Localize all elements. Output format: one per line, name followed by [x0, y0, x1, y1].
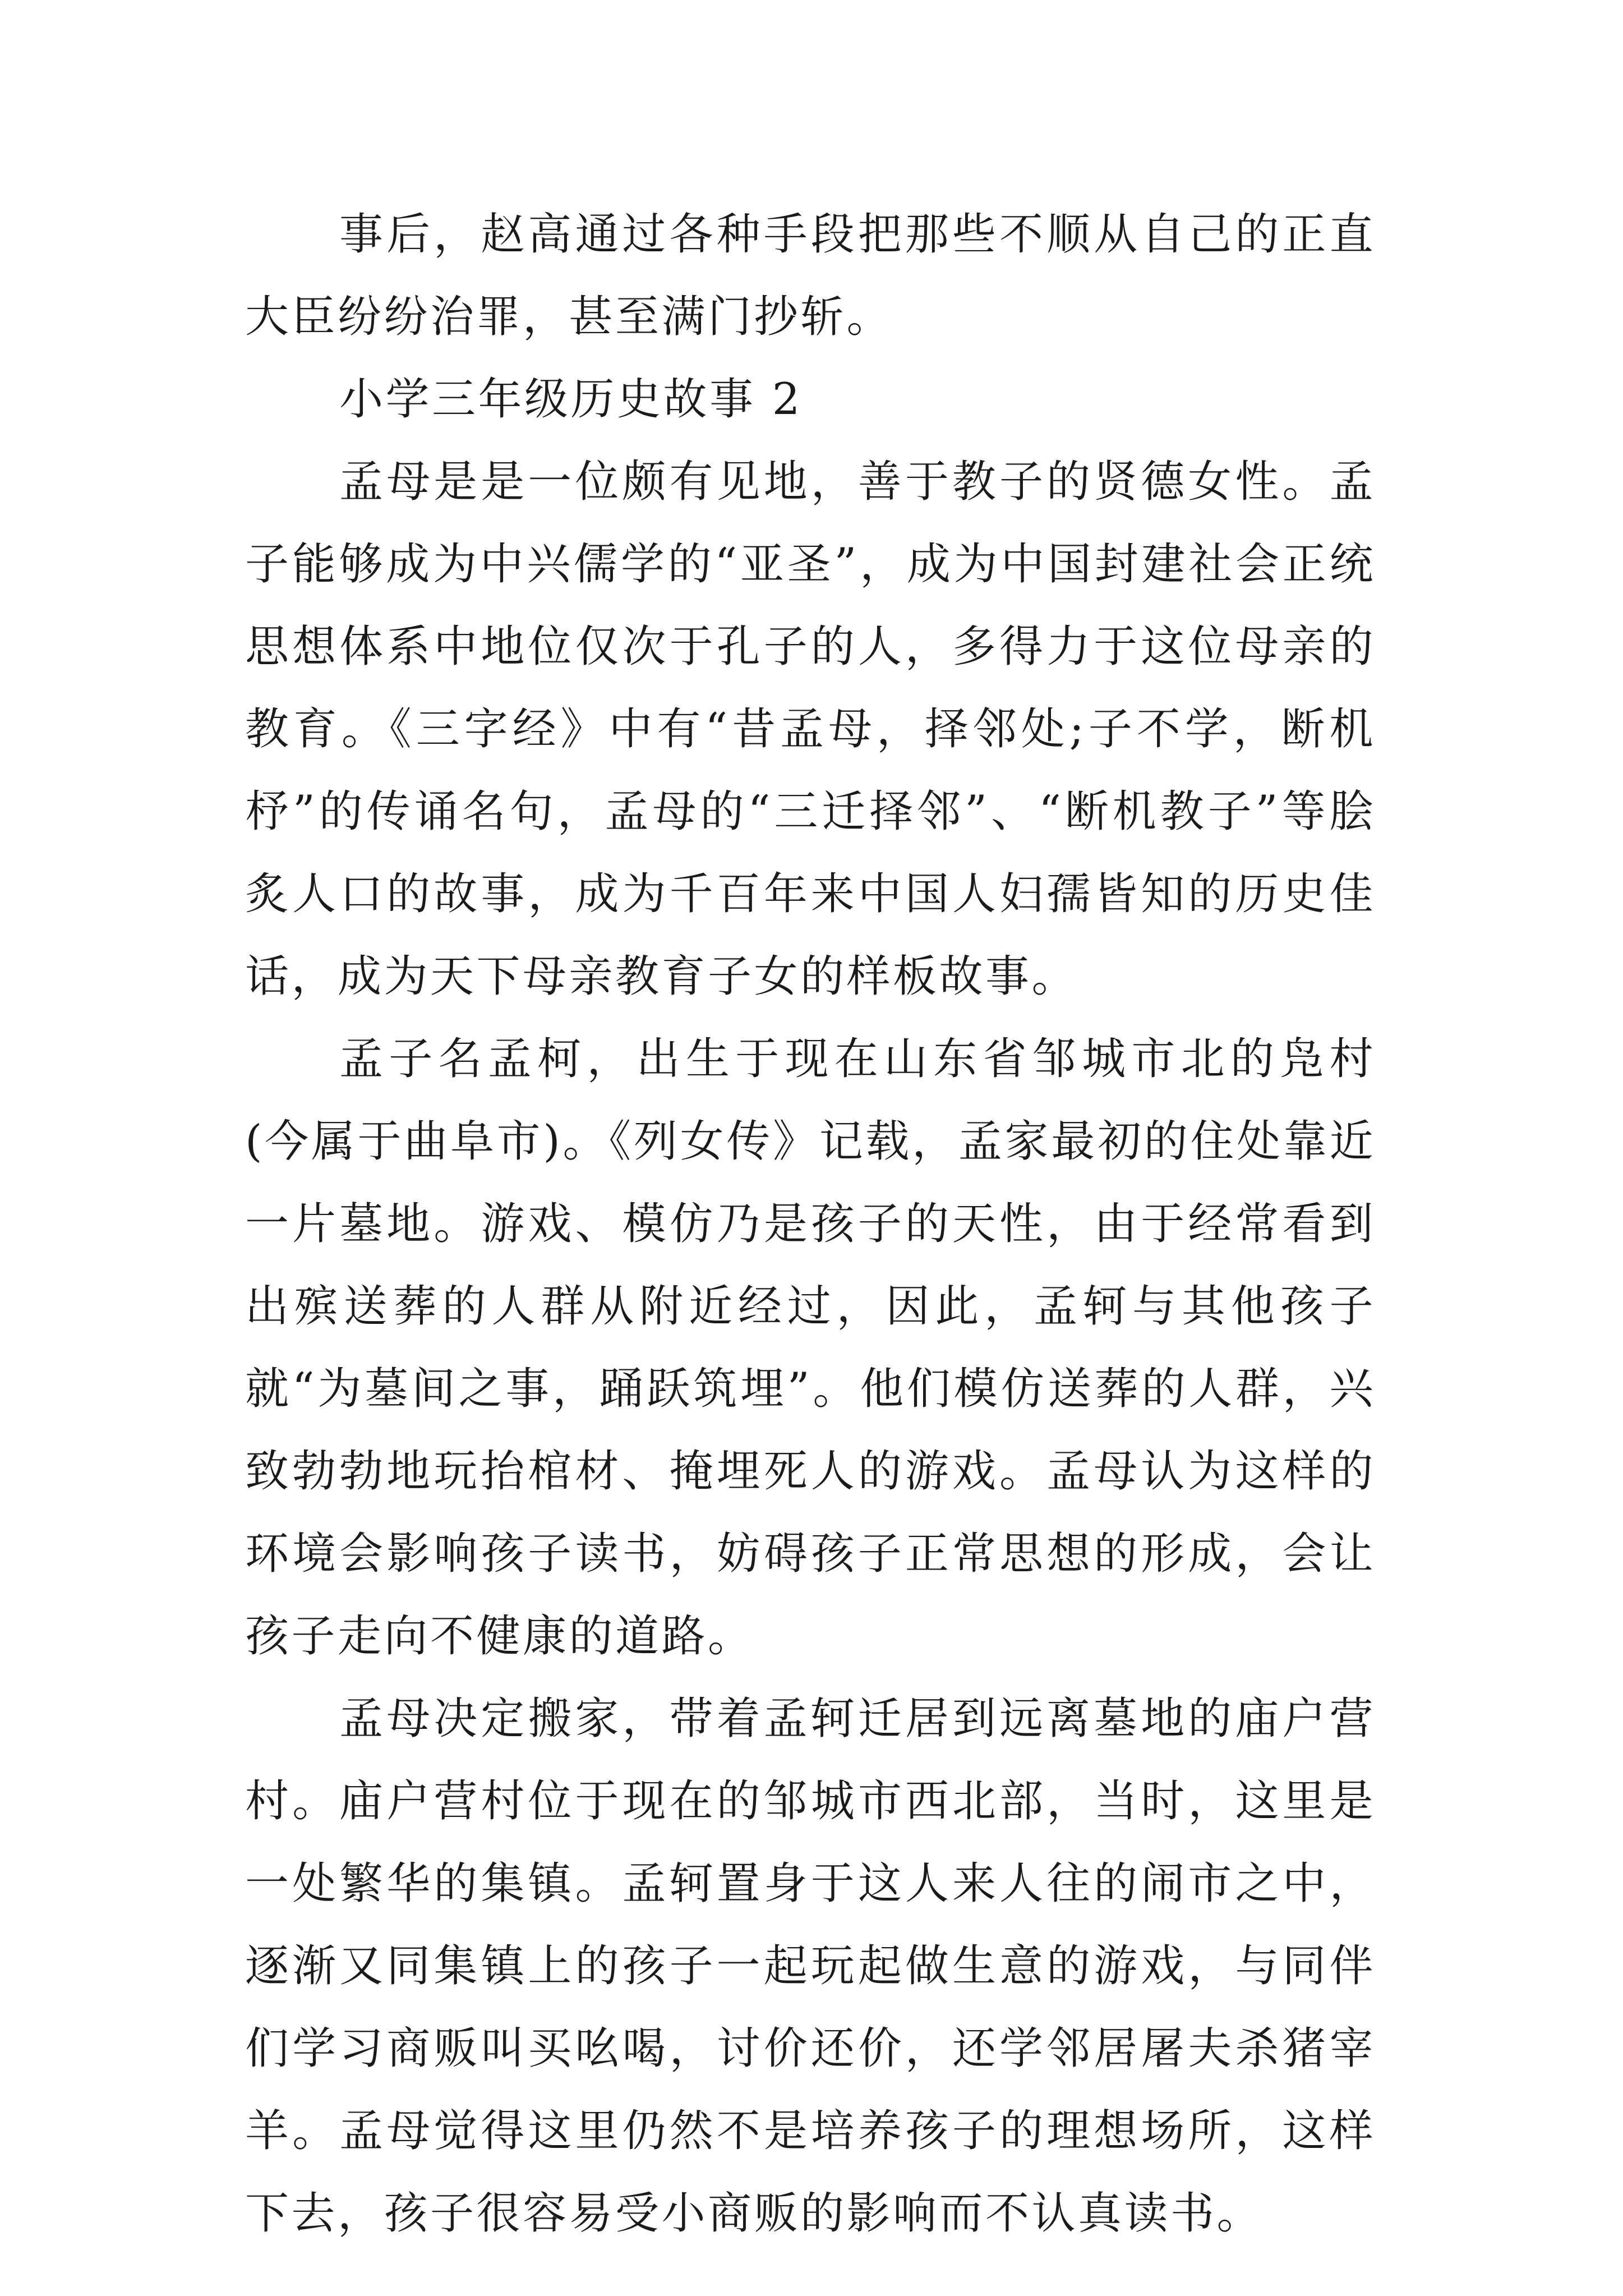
paragraph-2: 孟母是是一位颇有见地，善于教子的贤德女性。孟子能够成为中兴儒学的“亚圣”，成为中国封建社会正统思想体系中地位仅次于孔子的人，多得力于这位母亲的教育。《三字经》中有“昔孟母，择邻处;子不学，断机杼”的传诵名句，孟母的“三迁择邻”、“断机教子”等脍炙人口的故事，成为千百年来中国人妇孺皆知的历史佳话，成为天下母亲教育子女的样板故事。: [245, 457, 1376, 1002]
paragraph-4: 孟母决定搬家，带着孟轲迁居到远离墓地的庙户营村。庙户营村位于现在的邹城市西北部，当时，这里是一处繁华的集镇。孟轲置身于这人来人往的闹市之中，逐渐又同集镇上的孩子一起玩起做生意的游戏，与同伴们学习商贩叫买吆喝，讨价还价，还学邻居屠夫杀猪宰羊。孟母觉得这里仍然不是培养孩子的理想场所，这样下去，孩子很容易受小商贩的影响而不认真读书。: [245, 1694, 1376, 2239]
document-body: [245, 194, 1376, 2255]
paragraph-1: 事后，赵高通过各种手段把那些不顺从自己的正直大臣纷纷治罪，甚至满门抄斩。: [245, 209, 1376, 342]
paragraph-3: 孟子名孟柯，出生于现在山东省邹城市北的凫村(今属于曲阜市)。《列女传》记载，孟家最初的住处靠近一片墓地。游戏、模仿乃是孩子的天性，由于经常看到出殡送葬的人群从附近经过，因此，孟轲与其他孩子就“为墓间之事，踊跃筑埋”。他们模仿送葬的人群，兴致勃勃地玩抬棺材、掩埋死人的游戏。孟母认为这样的环境会影响孩子读书，妨碍孩子正常思想的形成，会让孩子走向不健康的道路。: [245, 1034, 1376, 1662]
section-heading: 小学三年级历史故事 2: [339, 374, 803, 425]
